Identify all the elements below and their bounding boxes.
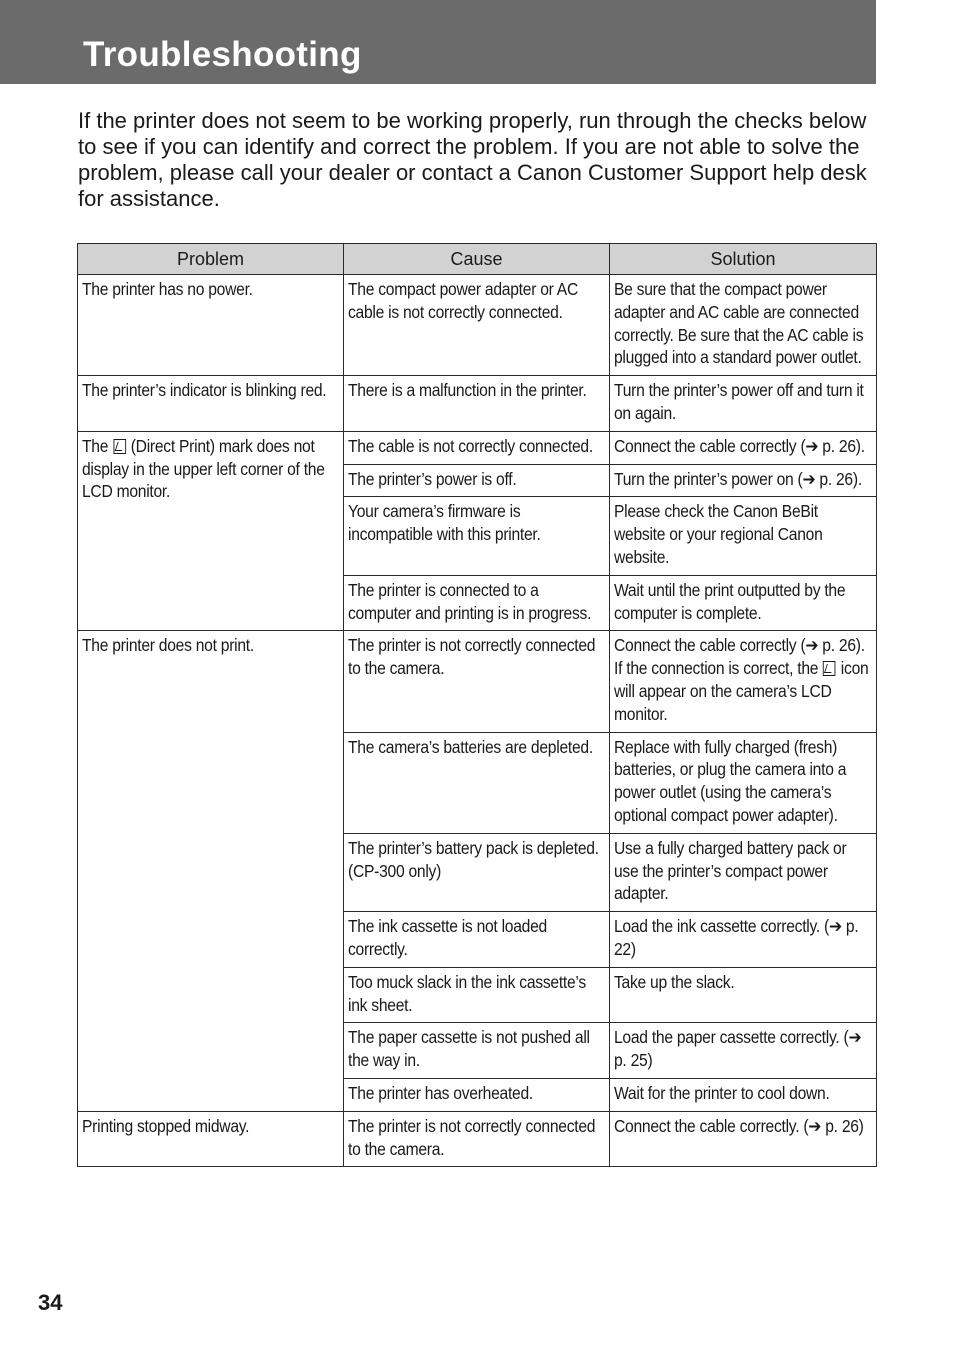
problem-cell (78, 275, 344, 376)
cell-text: Turn the printer’s power off and turn it on again. (614, 380, 864, 423)
direct-print-icon (113, 439, 126, 454)
cause-text: Your camera’s firmware is incompatible with this printer. (348, 501, 541, 545)
solution-cell (610, 1023, 877, 1079)
cause-cell (344, 376, 610, 432)
cause-cell (344, 967, 610, 1023)
cause-text: The printer is not correctly connected to the camera. (348, 635, 596, 679)
cell-text: Connect the cable correctly. (➔ p. 26) (614, 1115, 864, 1136)
solution-cell (610, 833, 877, 911)
cell-text: Printing stopped midway. (82, 1115, 250, 1136)
cell-text: Load the paper cassette correctly. (➔ p. 25) (614, 1027, 862, 1071)
cause-text: The ink cassette is not loaded correctly. (348, 916, 547, 959)
cause-text: The printer’s battery pack is depleted. (CP-300 only) (348, 837, 599, 881)
table-header-row (78, 244, 877, 275)
solution-cell (610, 1078, 877, 1111)
solution-cell (610, 431, 877, 464)
cause-text: The printer has overheated. (348, 1082, 534, 1103)
direct-print-icon (823, 661, 836, 676)
problem-cell (78, 631, 344, 1111)
solution-cell (610, 631, 877, 732)
cell-text: Connect the cable correctly (➔ p. 26). If the connection is correct, the (614, 635, 865, 679)
header-cause: Cause (344, 244, 610, 275)
solution-cell (610, 575, 877, 631)
cause-text: There is a malfunction in the printer. (348, 380, 587, 401)
solution-cell (610, 912, 877, 968)
cell-text: The printer’s indicator is blinking red. (82, 380, 327, 401)
cause-text: The compact power adapter or AC cable is not correctly connected. (348, 279, 579, 322)
solution-cell (610, 376, 877, 432)
cause-text: Too muck slack in the ink cassette’s ink sheet. (348, 971, 586, 1015)
cell-text: Load the ink cassette correctly. (➔ p. 22) (614, 916, 859, 959)
page-number: 34 (38, 1290, 63, 1315)
cause-text: The printer is connected to a computer and printing is in progress. (348, 579, 592, 623)
cause-cell (344, 732, 610, 833)
problem-cell (78, 431, 344, 631)
cause-text: The printer is not correctly connected to the camera. (348, 1115, 596, 1159)
cause-cell (344, 431, 610, 464)
cause-cell (344, 1023, 610, 1079)
cell-text: The printer does not print. (82, 635, 254, 656)
cause-cell (344, 1111, 610, 1167)
cause-cell (344, 631, 610, 732)
cause-cell (344, 575, 610, 631)
cell-text: (Direct Print) mark does not display in the upper left corner of the LCD monitor. (82, 435, 325, 502)
troubleshooting-table (77, 243, 877, 1167)
cell-text: icon will appear on the camera’s LCD monitor. (614, 658, 869, 724)
cell-text: Turn the printer’s power on (➔ p. 26). (614, 468, 862, 489)
cell-text: Replace with fully charged (fresh) batteries, or plug the camera into a power outlet (using the camera’s optional compact power adapter). (614, 736, 847, 825)
solution-cell (610, 275, 877, 376)
intro-paragraph: If the printer does not seem to be working properly, run through the checks below to see if you can identify and correct the problem. If you are not able to solve the problem, please call your dealer or contact a Canon Customer Support help desk for assistance. (78, 108, 867, 211)
solution-cell (610, 732, 877, 833)
solution-cell (610, 967, 877, 1023)
page-title: Troubleshooting (83, 35, 362, 74)
problem-cell (78, 1111, 344, 1167)
cell-text: Be sure that the compact power adapter and AC cable are connected correctly. Be sure that the AC cable is plugged into a standard power outlet. (614, 279, 864, 368)
header-solution: Solution (610, 244, 877, 275)
cause-text: The cable is not correctly connected. (348, 435, 593, 456)
table-row (78, 1111, 877, 1167)
cause-text: The paper cassette is not pushed all the way in. (348, 1027, 590, 1071)
cell-text: Take up the slack. (614, 971, 735, 992)
table-row (78, 376, 877, 432)
solution-cell (610, 1111, 877, 1167)
cause-text: The printer’s power is off. (348, 468, 517, 489)
cause-cell (344, 912, 610, 968)
cause-cell (344, 833, 610, 911)
cause-cell (344, 464, 610, 497)
title-bar (0, 0, 876, 84)
solution-cell (610, 464, 877, 497)
table-body (78, 275, 877, 1167)
cause-cell (344, 1078, 610, 1111)
problem-cell (78, 376, 344, 432)
cell-text: The (82, 435, 113, 456)
cell-text: Wait for the printer to cool down. (614, 1082, 830, 1103)
cell-text: Please check the Canon BeBit website or your regional Canon website. (614, 501, 823, 567)
cell-text: Use a fully charged battery pack or use the printer’s compact power adapter. (614, 837, 847, 904)
table-row (78, 431, 877, 464)
cause-text: The camera’s batteries are depleted. (348, 736, 593, 757)
header-problem: Problem (78, 244, 344, 275)
cell-text: The printer has no power. (82, 279, 253, 299)
table-row (78, 275, 877, 376)
cause-cell (344, 497, 610, 575)
cause-cell (344, 275, 610, 376)
cell-text: Wait until the print outputted by the computer is complete. (614, 579, 846, 623)
cell-text: Connect the cable correctly (➔ p. 26). (614, 435, 865, 456)
table-row (78, 631, 877, 732)
solution-cell (610, 497, 877, 575)
